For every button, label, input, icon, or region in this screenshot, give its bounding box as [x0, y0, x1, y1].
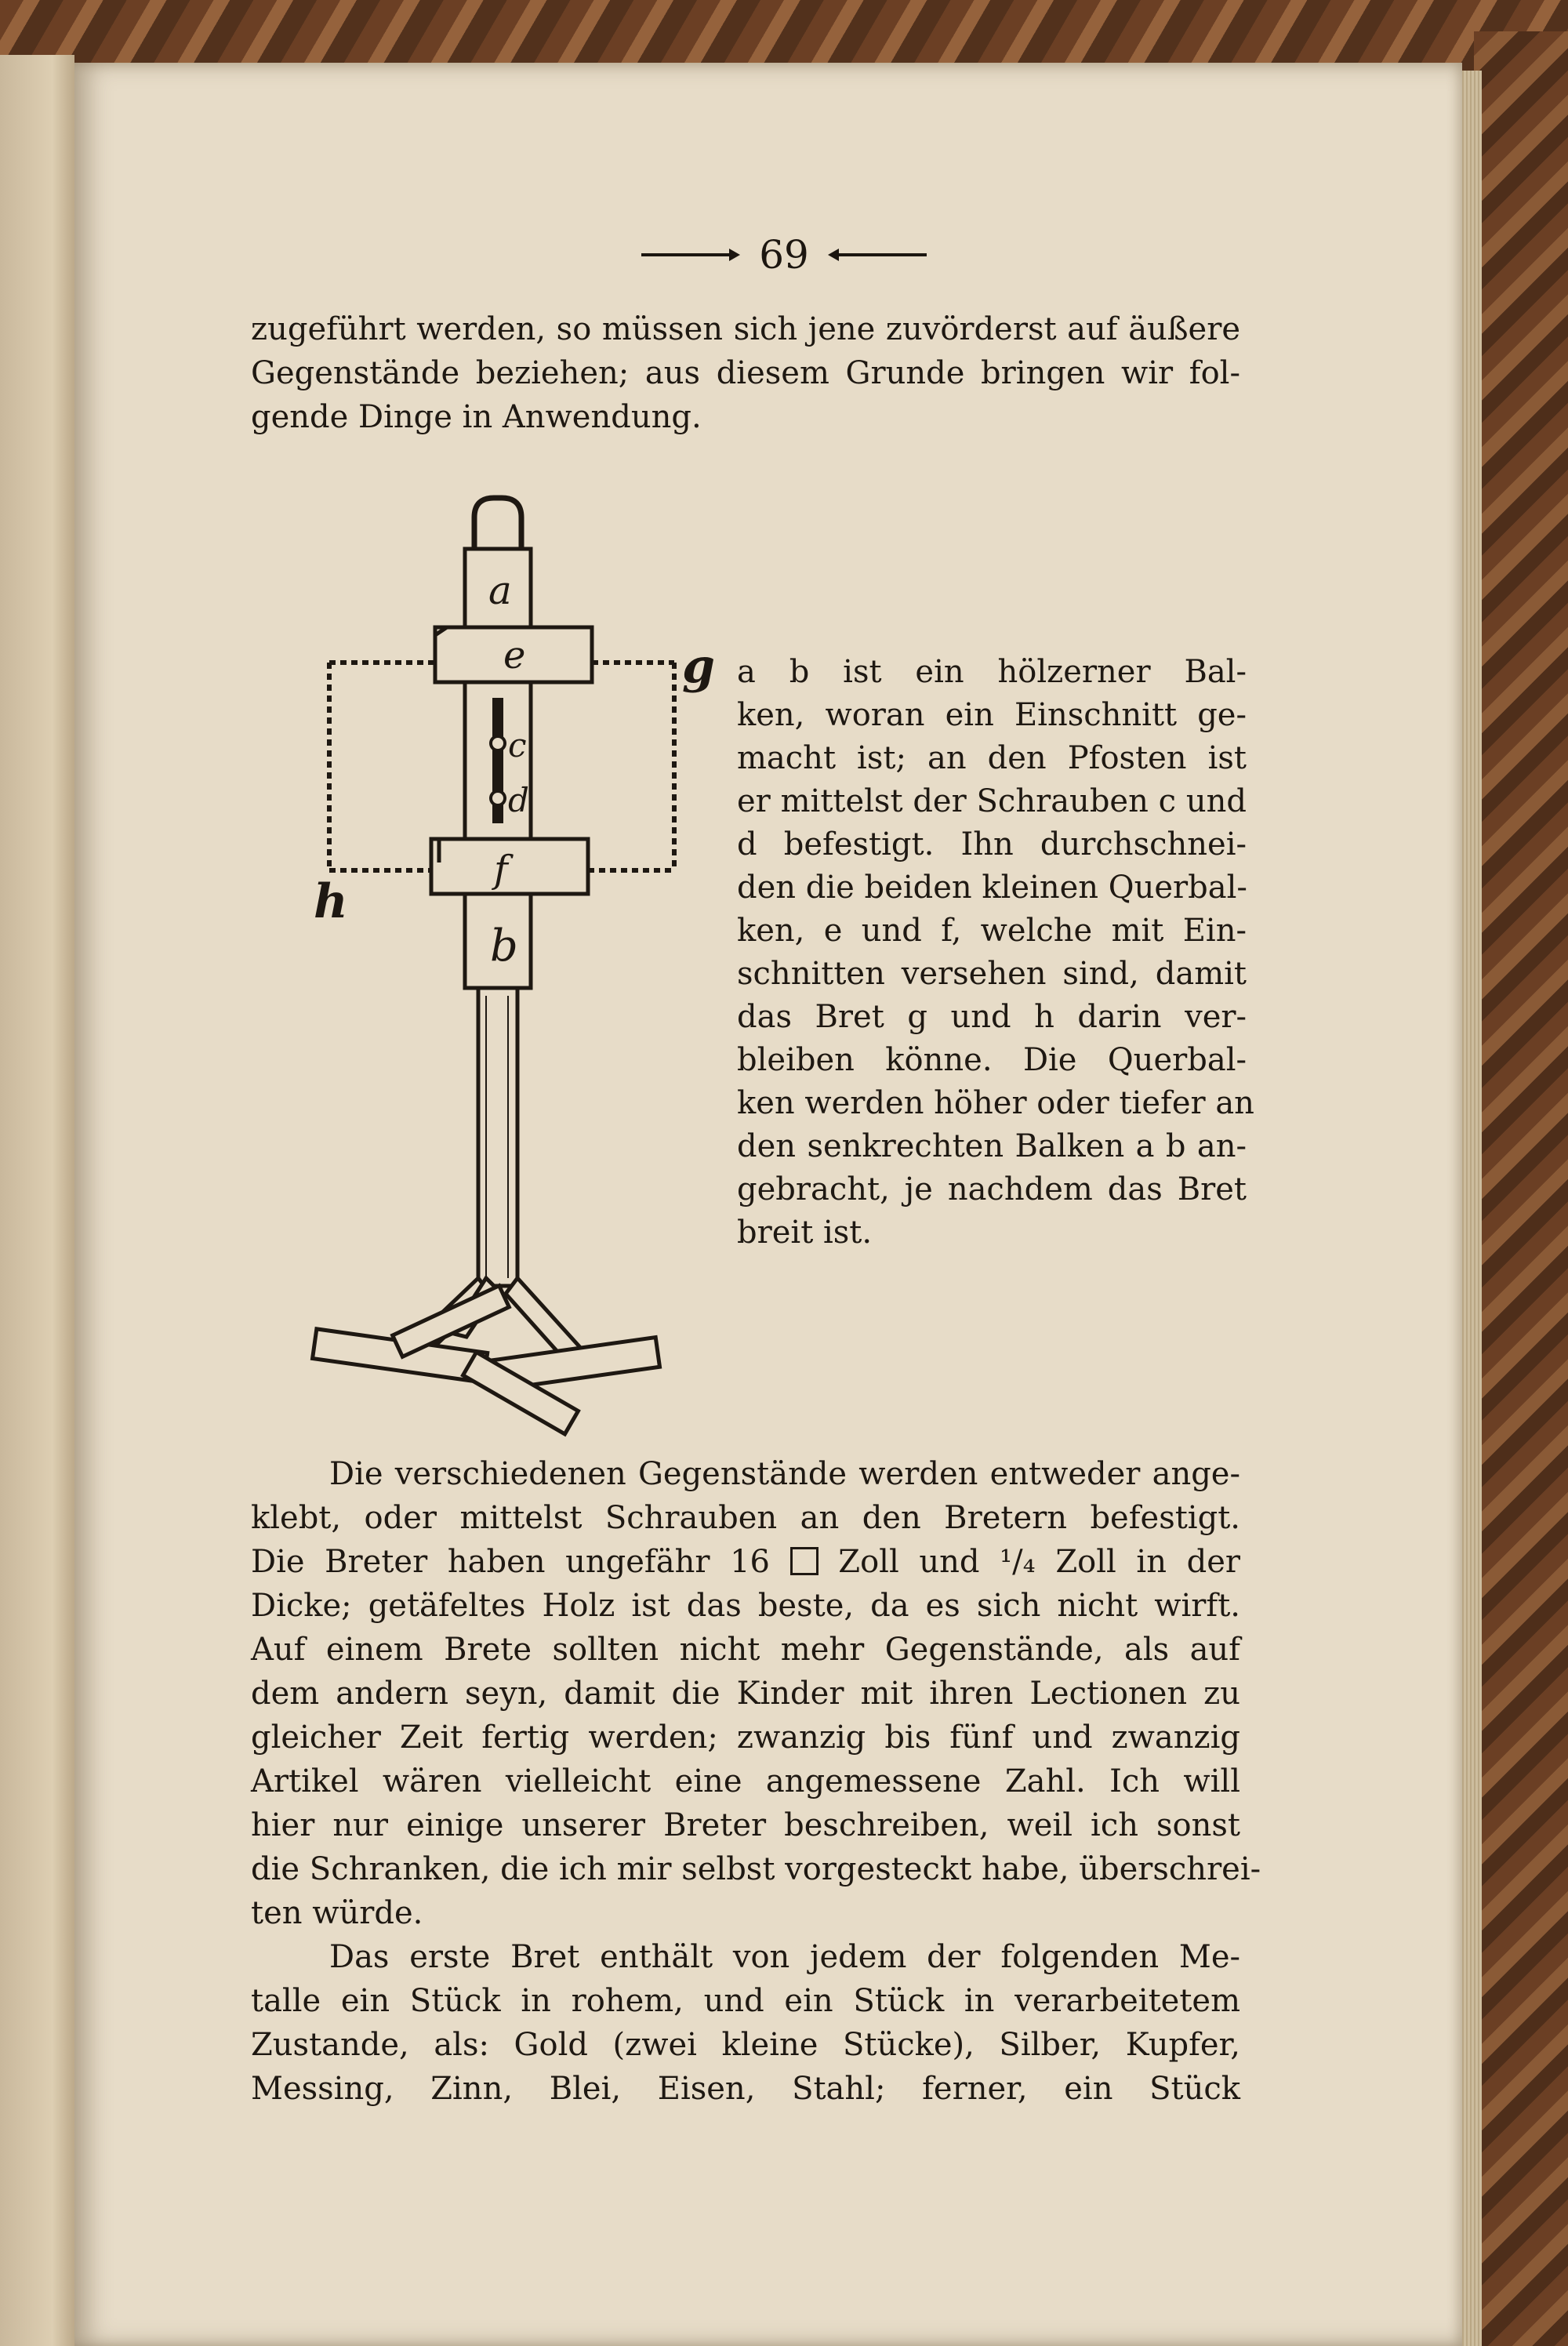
top-handle: [474, 498, 521, 549]
text-line: bleiben könne. Die Querbal-: [737, 1042, 1247, 1078]
square-symbol: [790, 1547, 818, 1575]
page-number: 69: [759, 232, 809, 278]
page-stack-edge: [1460, 71, 1482, 2346]
text-line: gebracht, je nachdem das Bret: [737, 1171, 1247, 1208]
text-line: er mittelst der Schrauben c und: [737, 783, 1247, 819]
text-line: gende Dinge in Anwendung.: [251, 399, 702, 435]
text-line: Messing, Zinn, Blei, Eisen, Stahl; ferner, ein Stück: [251, 2071, 1240, 2107]
text-line: Das erste Bret enthält von jedem der folgenden Me-: [329, 1939, 1240, 1975]
text-line: macht ist; an den Pfosten ist: [737, 740, 1247, 776]
text-line: ken werden höher oder tiefer an: [737, 1085, 1254, 1121]
text-line: Artikel wären vielleicht eine angemessene Zahl. Ich will: [251, 1763, 1240, 1799]
text-line: Gegenstände beziehen; aus diesem Grunde bringen wir fol-: [251, 355, 1240, 391]
text-line: schnitten versehen sind, damit: [737, 956, 1247, 992]
body-paragraphs: [251, 1452, 1261, 2111]
label-b: b: [490, 921, 518, 971]
text-line: das Bret g und h darin ver-: [737, 999, 1247, 1035]
text-line: a b ist ein hölzerner Bal-: [737, 654, 1247, 690]
woodcut-illustration: [298, 494, 715, 1419]
text-line: Dicke; getäfeltes Holz ist das beste, da es sich nicht wirft.: [251, 1588, 1240, 1624]
figure-description: [737, 651, 1254, 1255]
text-line: zugeführt werden, so müssen sich jene zuvörderst auf äußere: [251, 311, 1240, 347]
text-line: gleicher Zeit fertig werden; zwanzig bis fünf und zwanzig: [251, 1720, 1240, 1756]
text-line: hier nur einige unserer Breter beschreiben, weil ich sonst: [251, 1807, 1240, 1843]
label-d: d: [508, 781, 529, 819]
text-line: talle ein Stück in rohem, und ein Stück in verarbeitetem: [251, 1983, 1240, 2019]
stand-diagram: [298, 494, 715, 1419]
text-segment: Zoll und ¹/₄ Zoll in der: [838, 1544, 1241, 1580]
label-g: g: [682, 639, 715, 694]
text-line: den senkrechten Balken a b an-: [737, 1128, 1247, 1164]
text-line: die Schranken, die ich mir selbst vorgesteckt habe, überschrei-: [251, 1851, 1261, 1887]
text-line: [251, 1540, 1240, 1584]
text-line: Auf einem Brete sollten nicht mehr Gegenstände, als auf: [251, 1632, 1240, 1668]
label-a: a: [488, 568, 512, 613]
label-c: c: [508, 726, 527, 764]
text-line: den die beiden kleinen Querbal-: [737, 870, 1247, 906]
text-line: klebt, oder mittelst Schrauben an den Bretern befestigt.: [251, 1500, 1240, 1536]
marbled-cover-right: [1474, 31, 1568, 2346]
text-line: d befestigt. Ihn durchschnei-: [737, 826, 1247, 862]
header-rule-right: [833, 253, 927, 256]
text-line: Die verschiedenen Gegenstände werden entweder ange-: [329, 1456, 1240, 1492]
intro-paragraph: [251, 307, 1240, 439]
label-e: e: [503, 634, 526, 677]
page-header: [612, 227, 956, 282]
text-line: ken, e und f, welche mit Ein-: [737, 913, 1247, 949]
text-line: ten würde.: [251, 1895, 423, 1931]
header-rule-left: [641, 253, 735, 256]
text-line: ken, woran ein Einschnitt ge-: [737, 697, 1247, 733]
label-f: f: [494, 848, 508, 892]
facing-page-edge: [0, 55, 74, 2346]
text-line: Zustande, als: Gold (zwei kleine Stücke), Silber, Kupfer,: [251, 2027, 1240, 2063]
post-lower: [478, 988, 517, 1286]
text-line: dem andern seyn, damit die Kinder mit ihren Lectionen zu: [251, 1676, 1240, 1712]
marbled-cover-top: [0, 0, 1568, 71]
text-segment: Die Breter haben ungefähr 16: [251, 1544, 771, 1580]
text-line: breit ist.: [737, 1215, 873, 1251]
label-h: h: [314, 874, 348, 929]
crossbar-f: [431, 839, 588, 894]
